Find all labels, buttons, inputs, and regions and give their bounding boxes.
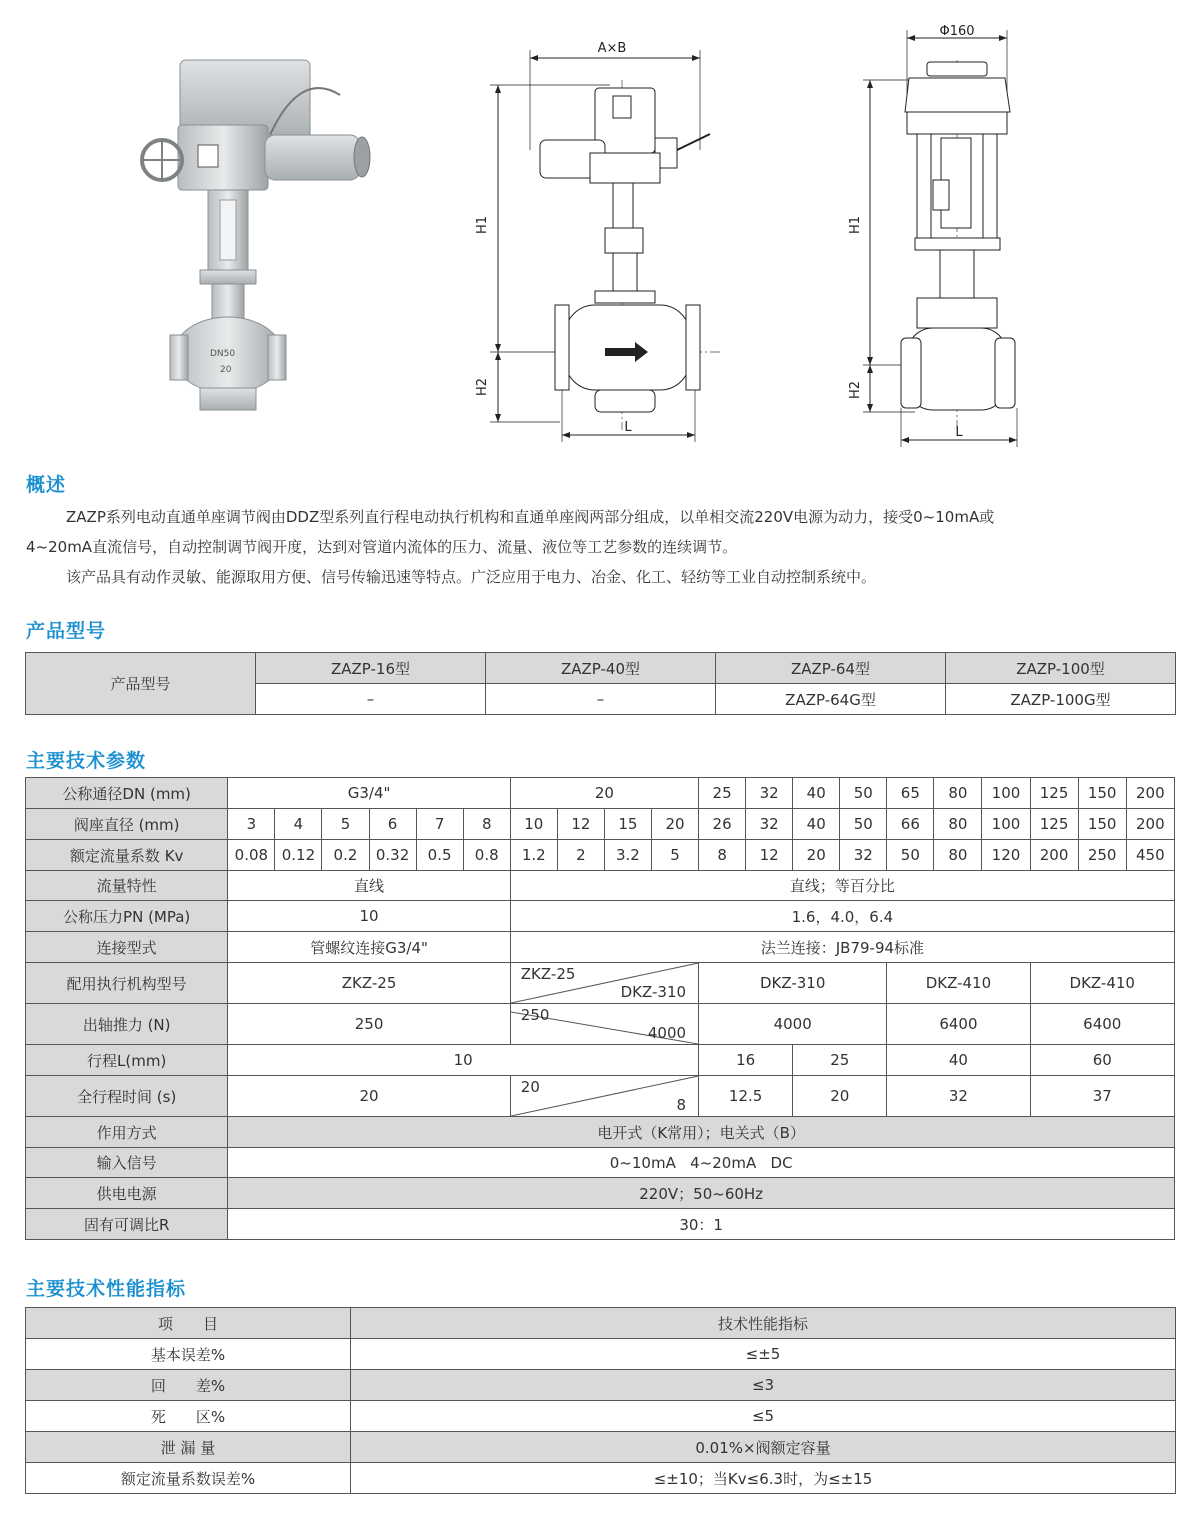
- kv-cell: 0.12: [275, 840, 322, 871]
- dimension-drawing-electric: [470, 30, 730, 450]
- dn-cell: 200: [1126, 778, 1174, 809]
- seat-cell: 5: [322, 809, 369, 840]
- params-title: 主要技术参数: [26, 750, 147, 772]
- seat-cell: 7: [416, 809, 463, 840]
- dn-cell: 150: [1078, 778, 1126, 809]
- performance-title: 主要技术性能指标: [26, 1278, 187, 1300]
- overview-para-1-line-2: 4~20mA直流信号，自动控制调节阀开度，达到对管道内流体的压力、流量、液位等工艺参数的连续调节。: [26, 538, 738, 556]
- pn-b: 1.6，4.0，6.4: [510, 901, 1174, 932]
- perf-value: ≤±10；当Kv≤6.3时，为≤±15: [351, 1463, 1176, 1494]
- time-a: 20: [228, 1076, 510, 1117]
- kv-cell: 0.2: [322, 840, 369, 871]
- seat-cell: 125: [1030, 809, 1078, 840]
- kv-cell: 0.08: [228, 840, 275, 871]
- seat-cell: 4: [275, 809, 322, 840]
- mode-label: 作用方式: [26, 1117, 228, 1148]
- dn-cell: 40: [793, 778, 840, 809]
- seat-cell: 200: [1126, 809, 1174, 840]
- pn-a: 10: [228, 901, 510, 932]
- thrust-d: 6400: [887, 1004, 1030, 1045]
- time-c: 12.5: [699, 1076, 793, 1117]
- seat-cell: 50: [840, 809, 887, 840]
- actuator-b-split: [510, 963, 698, 1004]
- dn-cell: 50: [840, 778, 887, 809]
- valve-body-marking: DN50: [210, 349, 236, 359]
- time-f: 37: [1030, 1076, 1174, 1117]
- thrust-b-split: [510, 1004, 698, 1045]
- thrust-b-top: 250: [520, 1006, 550, 1024]
- actuator-e: DKZ-410: [1030, 963, 1174, 1004]
- time-label: 全行程时间 (s): [26, 1076, 228, 1117]
- kv-cell: 2: [557, 840, 604, 871]
- time-b-top: 20: [520, 1078, 540, 1096]
- kv-cell: 20: [793, 840, 840, 871]
- perf-item: 基本误差%: [26, 1339, 351, 1370]
- seat-cell: 20: [651, 809, 698, 840]
- kv-cell: 250: [1078, 840, 1126, 871]
- kv-cell: 1.2: [510, 840, 557, 871]
- perf-item: 回 差%: [26, 1370, 351, 1401]
- dim-h1-label: H1: [475, 215, 490, 235]
- overview-para-2: 该产品具有动作灵敏、能源取用方便、信号传输迅速等特点。广泛应用于电力、冶金、化工、轻纺等工业自动控制系统中。: [66, 568, 877, 586]
- dim-h2-label-2: H2: [848, 380, 863, 400]
- dn-cell: 80: [934, 778, 982, 809]
- kv-cell: 0.8: [463, 840, 510, 871]
- stroke-b: 16: [699, 1045, 793, 1076]
- perf-value: 0.01%×阀额定容量: [351, 1432, 1176, 1463]
- conn-b: 法兰连接：JB79-94标准: [510, 932, 1174, 963]
- seat-cell: 26: [699, 809, 746, 840]
- time-b-bottom: 8: [676, 1096, 687, 1114]
- mode-value: 电开式（K常用）；电关式（B）: [228, 1117, 1175, 1148]
- table-row: [26, 1370, 1176, 1401]
- seat-cell: 80: [934, 809, 982, 840]
- ratio-label: 固有可调比R: [26, 1209, 228, 1240]
- models-title: 产品型号: [26, 620, 107, 642]
- models-table: [25, 652, 1176, 715]
- model-40: ZAZP-40型: [486, 653, 716, 684]
- time-e: 32: [887, 1076, 1030, 1117]
- perf-item: 泄 漏 量: [26, 1432, 351, 1463]
- stroke-label: 行程L(mm): [26, 1045, 228, 1076]
- perf-head-value: 技术性能指标: [351, 1308, 1176, 1339]
- dim-phi-label: Φ160: [939, 24, 975, 39]
- seat-cell: 15: [604, 809, 651, 840]
- conn-label: 连接型式: [26, 932, 228, 963]
- dn-20: 20: [510, 778, 698, 809]
- time-d: 20: [793, 1076, 887, 1117]
- seat-cell: 66: [887, 809, 934, 840]
- table-row: [26, 1339, 1176, 1370]
- table-row: [26, 1401, 1176, 1432]
- overview-para-1-line-1: ZAZP系列电动直通单座调节阀由DDZ型系列直行程电动执行机构和直通单座阀两部分组成，以单相交流220V电源为动力，接受0~10mA或: [66, 508, 995, 526]
- dim-h2-label: H2: [475, 377, 490, 397]
- actuator-b-bottom: DKZ-310: [620, 983, 687, 1001]
- power-label: 供电电源: [26, 1178, 228, 1209]
- stroke-e: 60: [1030, 1045, 1174, 1076]
- seat-cell: 8: [463, 809, 510, 840]
- kv-cell: 5: [651, 840, 698, 871]
- dn-cell: 25: [699, 778, 746, 809]
- kv-cell: 8: [699, 840, 746, 871]
- actuator-b-top: ZKZ-25: [520, 965, 576, 983]
- performance-table: [25, 1307, 1176, 1494]
- dim-a-b-label: A×B: [597, 41, 627, 56]
- input-value: 0~10mA 4~20mA DC: [228, 1148, 1175, 1178]
- perf-item: 死 区%: [26, 1401, 351, 1432]
- flow-a: 直线: [228, 871, 510, 901]
- time-b-split: [510, 1076, 698, 1117]
- thrust-label: 出轴推力 (N): [26, 1004, 228, 1045]
- seat-cell: 12: [557, 809, 604, 840]
- perf-value: ≤5: [351, 1401, 1176, 1432]
- actuator-c: DKZ-310: [699, 963, 887, 1004]
- actuator-d: DKZ-410: [887, 963, 1030, 1004]
- actuator-a: ZKZ-25: [228, 963, 510, 1004]
- input-label: 输入信号: [26, 1148, 228, 1178]
- model-16: ZAZP-16型: [256, 653, 486, 684]
- pn-label: 公称压力PN (MPa): [26, 901, 228, 932]
- actuator-label: 配用执行机构型号: [26, 963, 228, 1004]
- kv-cell: 80: [934, 840, 982, 871]
- dim-l-label-2: L: [955, 425, 963, 440]
- model-16-variant: –: [256, 684, 486, 715]
- kv-cell: 450: [1126, 840, 1174, 871]
- perf-head-item: 项 目: [26, 1308, 351, 1339]
- kv-cell: 200: [1030, 840, 1078, 871]
- dimension-drawing-pneumatic: [845, 20, 1055, 450]
- table-row: [26, 1463, 1176, 1494]
- seat-cell: 3: [228, 809, 275, 840]
- stroke-c: 25: [793, 1045, 887, 1076]
- stroke-a: 10: [228, 1045, 699, 1076]
- seat-cell: 40: [793, 809, 840, 840]
- model-100: ZAZP-100型: [946, 653, 1176, 684]
- valve-photo: [140, 50, 410, 420]
- kv-cell: 50: [887, 840, 934, 871]
- kv-label: 额定流量系数 Kv: [26, 840, 228, 871]
- conn-a: 管螺纹连接G3/4": [228, 932, 510, 963]
- thrust-b-bottom: 4000: [647, 1024, 687, 1042]
- models-label: 产品型号: [26, 653, 256, 715]
- dn-cell: 100: [982, 778, 1030, 809]
- table-row: [26, 1432, 1176, 1463]
- seat-cell: 100: [982, 809, 1030, 840]
- seat-cell: 150: [1078, 809, 1126, 840]
- seat-cell: 6: [369, 809, 416, 840]
- model-100g: ZAZP-100G型: [946, 684, 1176, 715]
- kv-cell: 0.5: [416, 840, 463, 871]
- dn-cell: 32: [746, 778, 793, 809]
- valve-body-marking-2: 20: [220, 365, 232, 375]
- dim-h1-label-2: H1: [848, 215, 863, 235]
- power-value: 220V；50~60Hz: [228, 1178, 1175, 1209]
- kv-cell: 12: [746, 840, 793, 871]
- params-table: [25, 777, 1175, 1240]
- dn-cell: 125: [1030, 778, 1078, 809]
- flow-label: 流量特性: [26, 871, 228, 901]
- perf-item: 额定流量系数误差%: [26, 1463, 351, 1494]
- model-64g: ZAZP-64G型: [716, 684, 946, 715]
- kv-cell: 120: [982, 840, 1030, 871]
- thrust-a: 250: [228, 1004, 510, 1045]
- seat-cell: 10: [510, 809, 557, 840]
- dn-g34: G3/4": [228, 778, 510, 809]
- flow-b: 直线；等百分比: [510, 871, 1174, 901]
- perf-value: ≤±5: [351, 1339, 1176, 1370]
- dn-cell: 65: [887, 778, 934, 809]
- dim-l-label: L: [624, 420, 632, 435]
- model-40-variant: –: [486, 684, 716, 715]
- kv-cell: 32: [840, 840, 887, 871]
- seat-cell: 32: [746, 809, 793, 840]
- perf-value: ≤3: [351, 1370, 1176, 1401]
- stroke-d: 40: [887, 1045, 1030, 1076]
- model-64: ZAZP-64型: [716, 653, 946, 684]
- dn-label: 公称通径DN (mm): [26, 778, 228, 809]
- overview-title: 概述: [26, 474, 67, 496]
- kv-cell: 3.2: [604, 840, 651, 871]
- thrust-c: 4000: [699, 1004, 887, 1045]
- ratio-value: 30：1: [228, 1209, 1175, 1240]
- seat-label: 阀座直径 (mm): [26, 809, 228, 840]
- thrust-e: 6400: [1030, 1004, 1174, 1045]
- kv-cell: 0.32: [369, 840, 416, 871]
